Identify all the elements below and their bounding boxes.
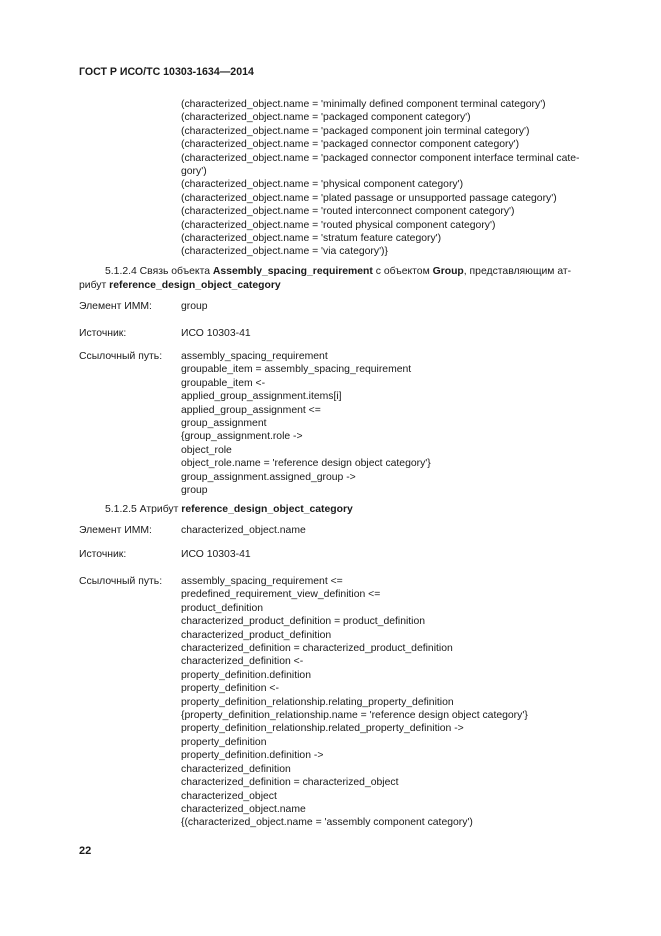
reference-path-1	[181, 350, 431, 497]
heading-text: 5.1.2.5 Атрибут	[105, 504, 182, 515]
path-line: group_assignment	[181, 418, 267, 430]
path-line: assembly_spacing_requirement	[181, 351, 328, 362]
value-element: group	[181, 301, 208, 312]
heading-bold-group: Group	[432, 266, 464, 277]
path-line: property_definition.definition	[181, 669, 311, 681]
path-line: assembly_spacing_requirement <=	[181, 576, 343, 587]
path-line: characterized_definition = characterized_object	[181, 777, 399, 789]
heading-text: , представляющим ат-	[463, 266, 572, 277]
text-line: (characterized_object.name = 'plated passage or unsupported passage category')	[181, 192, 557, 204]
section-heading-5-1-2-5	[79, 503, 615, 517]
path-line: characterized_definition	[181, 763, 291, 775]
path-line: {property_definition_relationship.name = 'reference design object category'}	[181, 710, 528, 722]
path-line: applied_group_assignment.items[i]	[181, 391, 342, 403]
path-line: group	[181, 485, 208, 497]
text-line: (characterized_object.name = 'packaged component category')	[181, 112, 471, 124]
reference-path-2	[181, 575, 528, 830]
heading-text: с объектом	[372, 266, 433, 277]
heading-text: рибут	[79, 280, 110, 291]
text-line: gory')	[181, 166, 207, 178]
heading-bold-attribute: reference_design_object_category	[109, 280, 281, 291]
value-element: characterized_object.name	[181, 525, 306, 536]
path-line: characterized_definition = characterized_product_definition	[181, 643, 453, 655]
path-line: {(characterized_object.name = 'assembly component category')	[181, 817, 473, 829]
text-line: (characterized_object.name = 'packaged connector component interface terminal cate-	[181, 152, 580, 164]
path-line: characterized_product_definition = product_definition	[181, 616, 426, 628]
label-source: Источник:	[79, 328, 127, 339]
document-header: ГОСТ Р ИСО/ТС 10303-1634—2014	[79, 66, 254, 78]
text-line: (characterized_object.name = 'packaged component join terminal category')	[181, 125, 530, 137]
path-line: property_definition_relationship.related_property_definition ->	[181, 723, 464, 735]
path-line: property_definition_relationship.relating_property_definition	[181, 696, 454, 708]
path-line: group_assignment.assigned_group ->	[181, 471, 356, 483]
value-source: ИСО 10303-41	[181, 328, 251, 339]
path-line: groupable_item <-	[181, 377, 266, 389]
path-line: characterized_object.name	[181, 803, 306, 815]
heading-bold-attribute: reference_design_object_category	[181, 504, 353, 515]
heading-text: 5.1.2.4 Связь объекта	[105, 266, 213, 277]
label-element: Элемент ИММ:	[79, 301, 152, 312]
text-line: (characterized_object.name = 'stratum feature category')	[181, 233, 442, 245]
path-line: property_definition.definition ->	[181, 750, 324, 762]
path-line: object_role.name = 'reference design object category'}	[181, 458, 431, 470]
path-line: {group_assignment.role ->	[181, 431, 303, 443]
label-source: Источник:	[79, 549, 127, 560]
text-line: (characterized_object.name = 'via category')}	[181, 246, 388, 258]
path-line: groupable_item = assembly_spacing_requirement	[181, 364, 412, 376]
path-line: product_definition	[181, 602, 264, 614]
section-heading-5-1-2-4	[79, 265, 615, 293]
heading-bold-entity: Assembly_spacing_requirement	[212, 266, 373, 277]
path-line: applied_group_assignment <=	[181, 404, 321, 416]
label-element: Элемент ИММ:	[79, 525, 152, 536]
label-path: Ссылочный путь:	[79, 576, 163, 587]
text-line: (characterized_object.name = 'routed interconnect component category')	[181, 206, 515, 218]
value-source: ИСО 10303-41	[181, 549, 251, 560]
path-line: property_definition <-	[181, 683, 279, 695]
path-line: predefined_requirement_view_definition <=	[181, 589, 381, 601]
text-line: (characterized_object.name = 'packaged connector component category')	[181, 139, 520, 151]
top-lines-block	[181, 98, 615, 259]
text-line: (characterized_object.name = 'routed physical component category')	[181, 219, 496, 231]
page-number: 22	[79, 845, 92, 857]
path-line: characterized_object	[181, 790, 277, 802]
label-path: Ссылочный путь:	[79, 351, 163, 362]
path-line: characterized_definition <-	[181, 656, 304, 668]
path-line: object_role	[181, 444, 232, 456]
text-line: (characterized_object.name = 'physical component category')	[181, 179, 464, 191]
path-line: characterized_product_definition	[181, 629, 332, 641]
path-line: property_definition	[181, 736, 267, 748]
text-line: (characterized_object.name = 'minimally defined component terminal category')	[181, 99, 546, 110]
